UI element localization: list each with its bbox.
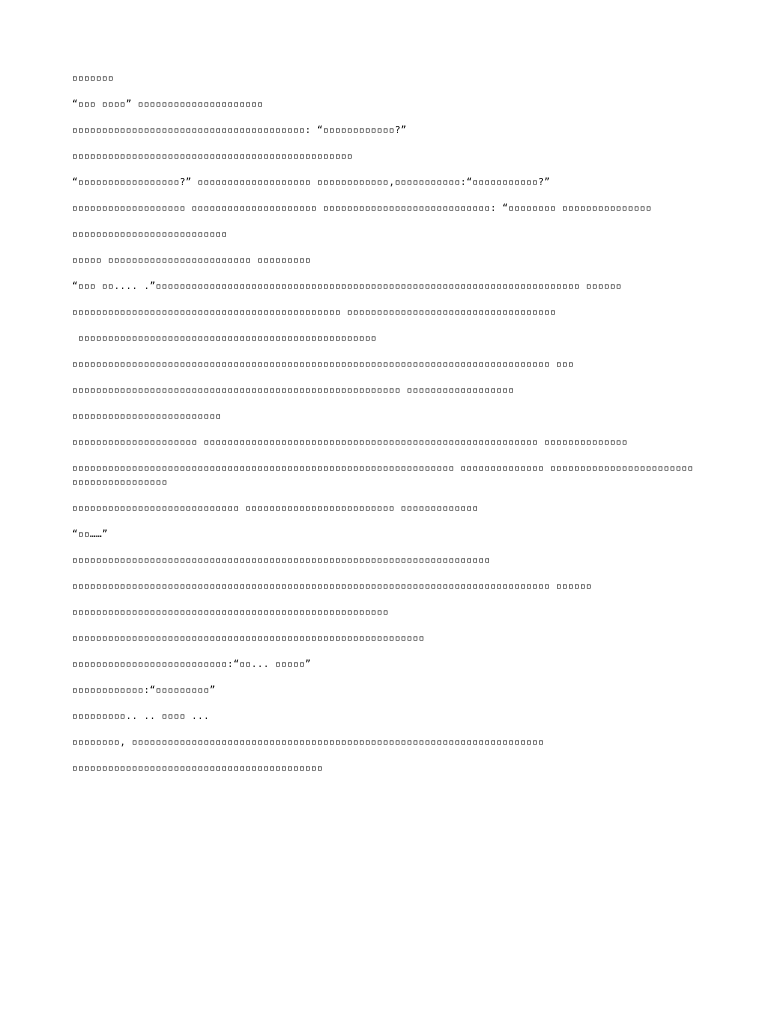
- paragraph: ▫▫▫▫▫▫▫: [72, 73, 114, 84]
- paragraph: “▫▫▫ ▫▫.... .”▫▫▫▫▫▫▫▫▫▫▫▫▫▫▫▫▫▫▫▫▫▫▫▫▫▫▫▫▫▫▫▫▫▫▫▫▫▫▫▫▫▫▫▫▫▫▫▫▫▫▫▫▫▫▫▫▫▫▫▫▫▫▫▫▫▫▫▫▫▫▫ ▫▫▫▫▫▫: [72, 281, 622, 292]
- paragraph: ▫▫▫▫▫▫▫▫▫▫▫▫▫▫▫▫▫▫▫▫▫▫▫▫▫▫▫▫▫▫▫▫▫▫▫▫▫▫▫▫▫▫▫▫▫▫▫▫▫▫: [72, 333, 377, 344]
- paragraph: ▫▫▫▫▫▫▫▫▫▫▫▫▫▫▫▫▫▫▫▫▫▫▫▫▫▫▫▫▫▫▫▫▫▫▫▫▫▫▫▫▫▫▫▫▫ ▫▫▫▫▫▫▫▫▫▫▫▫▫▫▫▫▫▫▫▫▫▫▫▫▫▫▫▫▫▫▫▫▫▫▫: [72, 307, 557, 318]
- paragraph: ▫▫▫▫▫▫▫▫▫▫▫▫▫▫▫▫▫▫▫ ▫▫▫▫▫▫▫▫▫▫▫▫▫▫▫▫▫▫▫▫▫ ▫▫▫▫▫▫▫▫▫▫▫▫▫▫▫▫▫▫▫▫▫▫▫▫▫▫▫▫: “▫▫▫▫▫▫▫▫ ▫▫▫▫▫▫▫▫▫▫▫▫▫▫▫: [72, 203, 652, 214]
- paragraph: ▫▫▫▫▫▫▫▫▫▫▫▫▫▫▫▫▫▫▫▫▫▫▫▫▫▫▫▫ ▫▫▫▫▫▫▫▫▫▫▫▫▫▫▫▫▫▫▫▫▫▫▫▫▫ ▫▫▫▫▫▫▫▫▫▫▫▫▫: [72, 503, 479, 514]
- paragraph: ▫▫▫▫▫▫▫▫▫▫▫▫▫▫▫▫▫▫▫▫▫▫▫▫▫▫▫▫▫▫▫▫▫▫▫▫▫▫▫▫▫▫▫▫▫▫▫▫▫▫▫▫▫▫▫▫▫▫▫: [72, 633, 425, 644]
- paragraph: ▫▫▫▫▫▫▫▫▫▫▫▫▫▫▫▫▫▫▫▫▫▫▫▫▫▫▫▫▫▫▫▫▫▫▫▫▫▫▫▫▫▫▫▫▫▫▫▫▫▫▫▫▫▫▫▫▫▫▫▫▫▫▫▫ ▫▫▫▫▫▫▫▫▫▫▫▫▫▫ ▫▫▫▫▫▫▫▫▫▫▫▫▫▫▫▫▫▫▫▫▫▫▫▫▫▫▫▫▫▫▫▫▫▫▫▫▫▫▫▫: [72, 463, 694, 488]
- paragraph: ▫▫▫▫▫▫▫▫▫▫▫▫▫▫▫▫▫▫▫▫▫▫▫▫▫: [72, 411, 222, 422]
- paragraph: ▫▫▫▫▫▫▫▫▫▫▫▫▫▫▫▫▫▫▫▫▫▫▫▫▫▫▫▫▫▫▫▫▫▫▫▫▫▫▫▫▫▫▫▫▫▫▫▫▫▫▫▫▫▫▫▫▫▫▫▫▫▫▫▫▫▫▫▫▫▫▫▫▫▫▫▫▫▫▫▫ ▫▫▫▫▫▫: [72, 581, 592, 592]
- paragraph: ▫▫▫▫▫▫▫▫▫▫▫▫▫▫▫▫▫▫▫▫▫▫▫▫▫▫▫▫▫▫▫▫▫▫▫▫▫▫▫: “▫▫▫▫▫▫▫▫▫▫▫▫?”: [72, 125, 407, 136]
- paragraph: ▫▫▫▫▫▫▫▫▫▫▫▫▫▫▫▫▫▫▫▫▫ ▫▫▫▫▫▫▫▫▫▫▫▫▫▫▫▫▫▫▫▫▫▫▫▫▫▫▫▫▫▫▫▫▫▫▫▫▫▫▫▫▫▫▫▫▫▫▫▫▫▫▫▫▫▫▫▫ ▫▫▫▫▫▫▫▫▫▫▫▫▫▫: [72, 437, 628, 448]
- paragraph: ▫▫▫▫▫▫▫▫, ▫▫▫▫▫▫▫▫▫▫▫▫▫▫▫▫▫▫▫▫▫▫▫▫▫▫▫▫▫▫▫▫▫▫▫▫▫▫▫▫▫▫▫▫▫▫▫▫▫▫▫▫▫▫▫▫▫▫▫▫▫▫▫▫▫▫▫▫▫: [72, 737, 545, 748]
- paragraph: ▫▫▫▫▫▫▫▫▫▫▫▫▫▫▫▫▫▫▫▫▫▫▫▫▫▫▫▫▫▫▫▫▫▫▫▫▫▫▫▫▫▫▫▫▫▫▫▫▫▫▫▫▫▫▫▫▫▫▫▫▫▫▫▫▫▫▫▫▫▫: [72, 555, 491, 566]
- paragraph: ▫▫▫▫▫▫▫▫▫▫▫▫▫▫▫▫▫▫▫▫▫▫▫▫▫▫▫▫▫▫▫▫▫▫▫▫▫▫▫▫▫▫▫▫▫▫▫▫▫▫▫▫▫▫▫ ▫▫▫▫▫▫▫▫▫▫▫▫▫▫▫▫▫▫: [72, 385, 515, 396]
- paragraph: “▫▫……”: [72, 529, 108, 540]
- paragraph: ▫▫▫▫▫▫▫▫▫.. .. ▫▫▫▫ ...: [72, 711, 210, 722]
- paragraph: “▫▫▫ ▫▫▫▫” ▫▫▫▫▫▫▫▫▫▫▫▫▫▫▫▫▫▫▫▫▫: [72, 99, 264, 110]
- paragraph: ▫▫▫▫▫▫▫▫▫▫▫▫▫▫▫▫▫▫▫▫▫▫▫▫▫▫▫▫▫▫▫▫▫▫▫▫▫▫▫▫▫▫: [72, 763, 323, 774]
- paragraph: ▫▫▫▫▫▫▫▫▫▫▫▫▫▫▫▫▫▫▫▫▫▫▫▫▫▫:“▫▫... ▫▫▫▫▫”: [72, 659, 312, 670]
- paragraph: ▫▫▫▫▫▫▫▫▫▫▫▫▫▫▫▫▫▫▫▫▫▫▫▫▫▫▫▫▫▫▫▫▫▫▫▫▫▫▫▫▫▫▫▫▫▫▫: [72, 151, 353, 162]
- paragraph: “▫▫▫▫▫▫▫▫▫▫▫▫▫▫▫▫▫?” ▫▫▫▫▫▫▫▫▫▫▫▫▫▫▫▫▫▫▫ ▫▫▫▫▫▫▫▫▫▫▫▫,▫▫▫▫▫▫▫▫▫▫▫:“▫▫▫▫▫▫▫▫▫▫▫?”: [72, 177, 551, 188]
- paragraph: ▫▫▫▫▫▫▫▫▫▫▫▫:“▫▫▫▫▫▫▫▫▫”: [72, 685, 216, 696]
- paragraph: ▫▫▫▫▫▫▫▫▫▫▫▫▫▫▫▫▫▫▫▫▫▫▫▫▫▫▫▫▫▫▫▫▫▫▫▫▫▫▫▫▫▫▫▫▫▫▫▫▫▫▫▫▫: [72, 607, 389, 618]
- paragraph: ▫▫▫▫▫▫▫▫▫▫▫▫▫▫▫▫▫▫▫▫▫▫▫▫▫▫: [72, 229, 228, 240]
- paragraph: ▫▫▫▫▫▫▫▫▫▫▫▫▫▫▫▫▫▫▫▫▫▫▫▫▫▫▫▫▫▫▫▫▫▫▫▫▫▫▫▫▫▫▫▫▫▫▫▫▫▫▫▫▫▫▫▫▫▫▫▫▫▫▫▫▫▫▫▫▫▫▫▫▫▫▫▫▫▫▫▫ ▫▫▫: [72, 359, 574, 370]
- paragraph: ▫▫▫▫▫ ▫▫▫▫▫▫▫▫▫▫▫▫▫▫▫▫▫▫▫▫▫▫▫▫ ▫▫▫▫▫▫▫▫▫: [72, 255, 312, 266]
